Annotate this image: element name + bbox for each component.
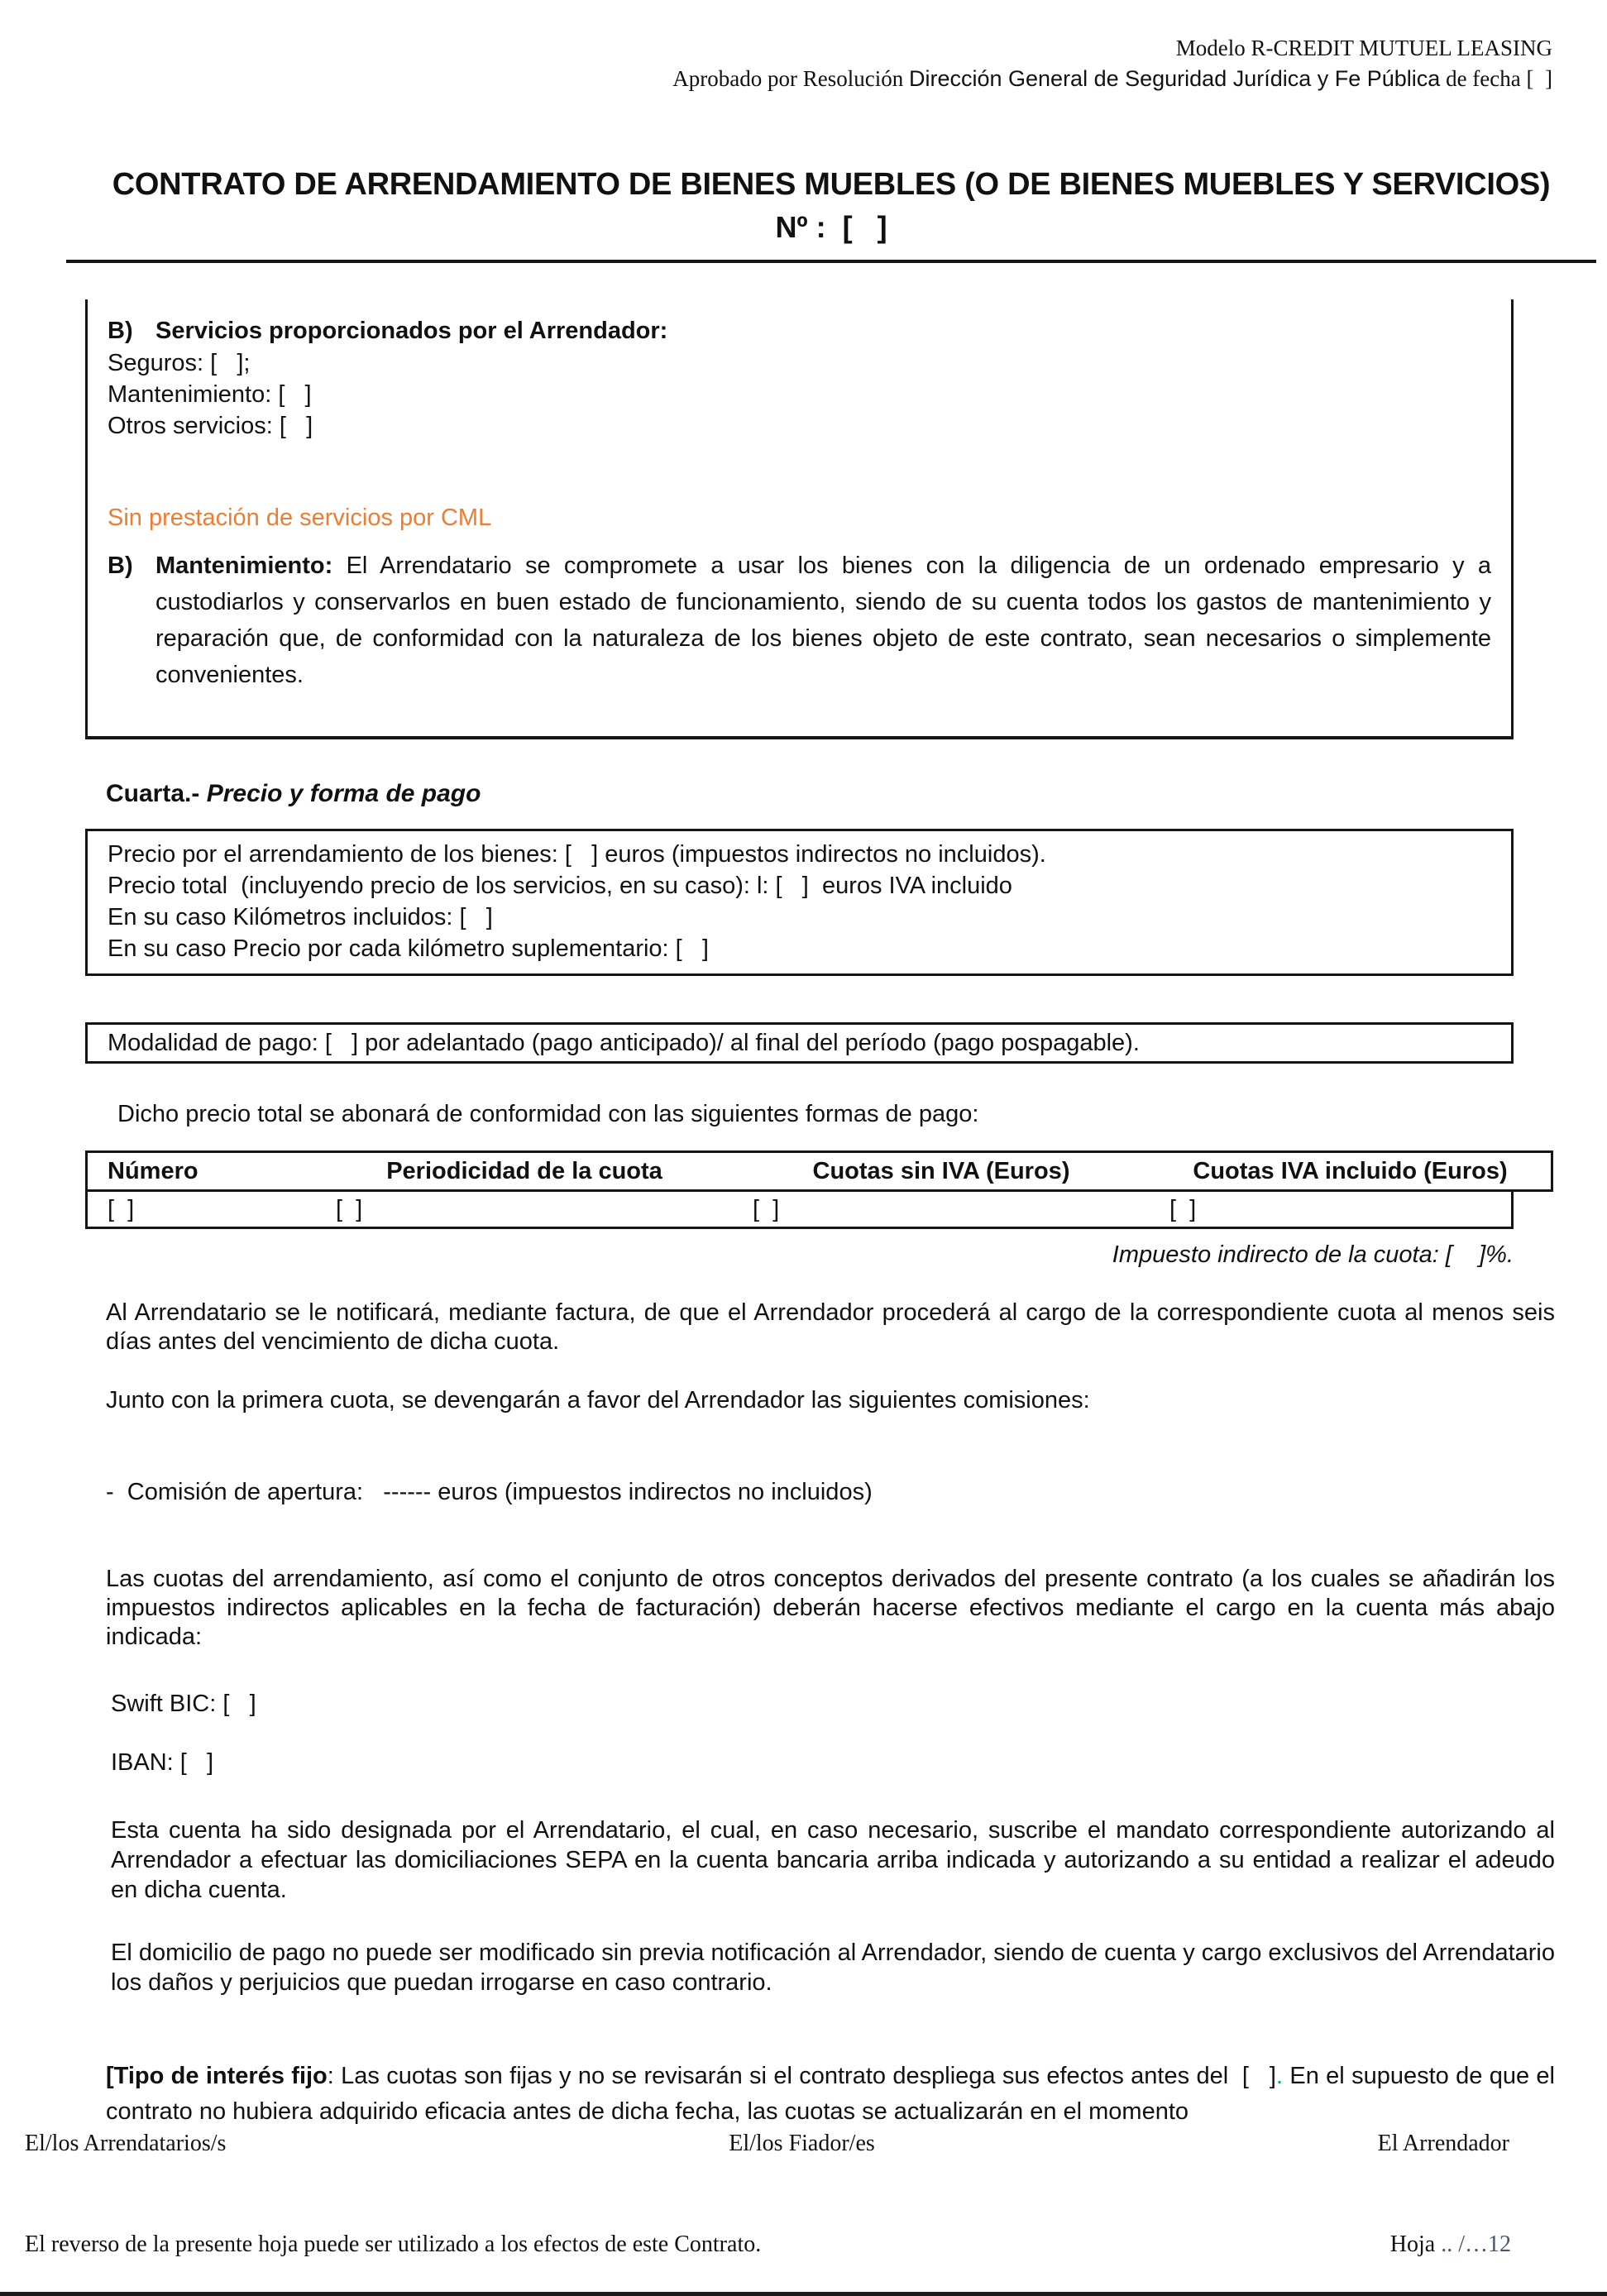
hoja-label: Hoja xyxy=(1389,2231,1442,2257)
para-dicho-precio: Dicho precio total se abonará de conformidad con las siguientes formas de pago: xyxy=(117,1101,979,1127)
title-block xyxy=(66,162,1596,263)
cuarta-label: Cuarta.- xyxy=(106,780,200,807)
approval-prefix: Aprobado por Resolución xyxy=(672,66,909,91)
tipo-interes-green-dot: . xyxy=(1275,2063,1284,2089)
signature-fiador: El/los Fiador/es xyxy=(729,2131,875,2156)
col-header-periodicidad: Periodicidad de la cuota xyxy=(386,1158,662,1184)
document-header xyxy=(0,0,1607,94)
iban-field: IBAN: [ ] xyxy=(111,1749,214,1776)
kilometros-incluidos-line: En su caso Kilómetros incluidos: [ ] xyxy=(108,904,493,930)
services-heading xyxy=(108,314,1491,347)
approval-line xyxy=(0,64,1552,94)
footer-note: El reverso de la presente hoja puede ser utilizado a los efectos de este Contrato. xyxy=(25,2231,762,2257)
mantenimiento-field: Mantenimiento: [ ] xyxy=(108,381,312,408)
para-cuenta-designada: Esta cuenta ha sido designada por el Arrendatario, el cual, en caso necesario, suscribe el mandato correspondiente autorizando al Arrendador a efectuar las domiciliaciones SEPA en la cuenta bancaria arriba indicada y autorizando a su entidad a realizar el adeudo en dicha cuenta. xyxy=(111,1817,1555,1903)
payment-modality-box xyxy=(85,1022,1514,1064)
otros-servicios-field: Otros servicios: [ ] xyxy=(108,413,313,439)
col-header-cuotas-iva-incluido: Cuotas IVA incluido (Euros) xyxy=(1193,1158,1508,1184)
para-notificacion: Al Arrendatario se le notificará, mediante factura, de que el Arrendador procederá al cargo de la correspondiente cuota al menos seis días antes del vencimiento de dicha cuota. xyxy=(106,1299,1555,1355)
services-box xyxy=(85,299,1514,739)
contract-body xyxy=(106,299,1562,2130)
col-header-cuotas-sin-iva: Cuotas sin IVA (Euros) xyxy=(812,1158,1070,1184)
seguros-field: Seguros: [ ]; xyxy=(108,350,251,376)
contract-title: CONTRATO DE ARRENDAMIENTO DE BIENES MUEBLES (O DE BIENES MUEBLES Y SERVICIOS) xyxy=(112,167,1551,202)
cell-cuotas-iva-incluido: [ ] xyxy=(1169,1196,1197,1222)
mantenimiento-clause-body: El Arrendatario se compromete a usar los bienes con la diligencia de un ordenado empresario y a custodiarlos y conservarlos en buen estado de funcionamiento, siendo de su cuenta todos los gastos de mantenimiento y reparación que, de conformidad con la naturaleza de los bienes objeto de este contrato, sean necesarios o simplemente convenientes. xyxy=(155,552,1491,688)
tipo-interes-bold: [Tipo de interés fijo xyxy=(106,2063,328,2089)
approval-authority: Dirección General de Seguridad Jurídica y Fe Pública xyxy=(908,66,1441,91)
payment-table-header xyxy=(85,1150,1553,1192)
cell-periodicidad: [ ] xyxy=(336,1196,363,1222)
hoja-value: .. /…12 xyxy=(1441,2231,1511,2257)
services-heading-label: B) xyxy=(108,318,133,344)
section-heading-cuarta xyxy=(106,777,1555,811)
page-number xyxy=(1390,2231,1511,2258)
model-line: Modelo R-CREDIT MUTUEL LEASING xyxy=(1175,36,1552,60)
page-footer xyxy=(25,2231,1511,2258)
para-cuotas-arrendamiento: Las cuotas del arrendamiento, así como el conjunto de otros conceptos derivados del presente contrato (a los cuales se añadirán los impuestos indirectos aplicables en la fecha de facturación) deberán hacerse efectivos mediante el cargo en la cuenta más abajo indicada: xyxy=(106,1566,1555,1650)
signature-arrendatarios: El/los Arrendatarios/s xyxy=(25,2131,227,2156)
price-box xyxy=(85,829,1514,976)
signature-row xyxy=(25,2131,1509,2157)
mantenimiento-clause-bold: Mantenimiento: xyxy=(155,552,333,579)
mantenimiento-clause xyxy=(108,548,1491,693)
modalidad-pago-line: Modalidad de pago: [ ] por adelantado (pago anticipado)/ al final del período (pago pospagable). xyxy=(108,1030,1140,1056)
contract-number: Nº : [ ] xyxy=(775,210,887,244)
impuesto-indirecto-note: Impuesto indirecto de la cuota: [ ]%. xyxy=(1112,1241,1514,1268)
tipo-interes-text2: En el supuesto de que el contrato no hubiera adquirido eficacia antes de dicha fecha, las cuotas se actualizarán en el momento xyxy=(106,2063,1562,2125)
swift-bic-field: Swift BIC: [ ] xyxy=(111,1691,256,1717)
para-primera-cuota: Junto con la primera cuota, se devengarán a favor del Arrendador las siguientes comisiones: xyxy=(106,1387,1090,1413)
signature-arrendador: El Arrendador xyxy=(1377,2131,1509,2156)
precio-total-line: Precio total (incluyendo precio de los servicios, en su caso): l: [ ] euros IVA incluido xyxy=(108,873,1012,899)
tipo-interes-text1: : Las cuotas son fijas y no se revisarán si el contrato despliega sus efectos antes del [ ] xyxy=(327,2063,1276,2089)
cell-numero: [ ] xyxy=(108,1196,135,1222)
mantenimiento-clause-text xyxy=(155,548,1491,693)
precio-kilometro-line: En su caso Precio por cada kilómetro suplementario: [ ] xyxy=(108,935,709,962)
cuarta-title: Precio y forma de pago xyxy=(199,780,481,807)
sin-prestacion-note: Sin prestación de servicios por CML xyxy=(108,505,492,531)
page-bottom-edge xyxy=(0,2292,1607,2296)
services-heading-text: Servicios proporcionados por el Arrendador: xyxy=(155,318,668,344)
para-tipo-interes xyxy=(106,2059,1562,2130)
precio-arrendamiento-line: Precio por el arrendamiento de los bienes: [ ] euros (impuestos indirectos no incluidos). xyxy=(108,841,1046,868)
payment-table-row xyxy=(85,1192,1514,1229)
col-header-numero: Número xyxy=(108,1158,198,1184)
cell-cuotas-sin-iva: [ ] xyxy=(753,1196,780,1222)
mantenimiento-clause-label: B) xyxy=(108,552,133,579)
para-domicilio-pago: El domicilio de pago no puede ser modificado sin previa notificación al Arrendador, siendo de cuenta y cargo exclusivos del Arrendatario los daños y perjuicios que puedan irrogarse en caso contrario. xyxy=(111,1940,1555,1996)
comision-apertura-line: - Comisión de apertura: ------ euros (impuestos indirectos no incluidos) xyxy=(106,1479,873,1505)
approval-date: de fecha [ ] xyxy=(1440,66,1552,91)
